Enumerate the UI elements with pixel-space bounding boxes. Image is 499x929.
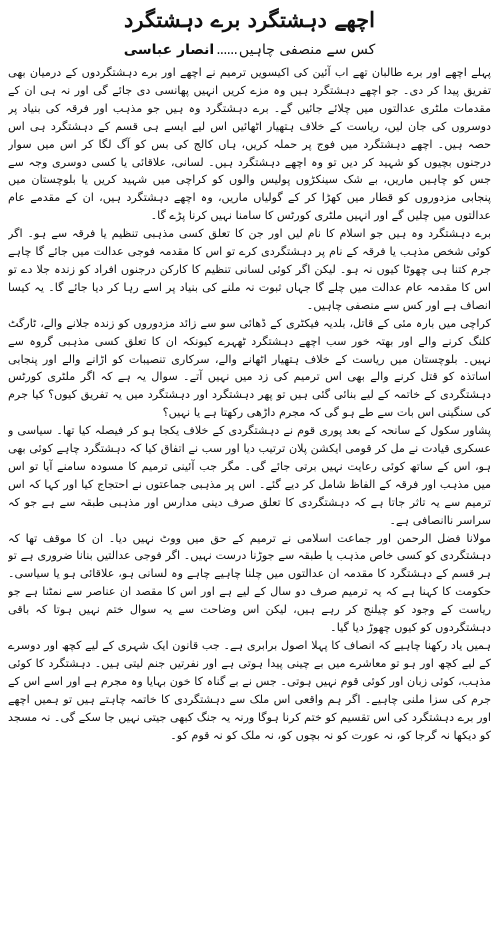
paragraph: ہمیں یاد رکھنا چاہیے کہ انصاف کا پہلا اصول برابری ہے۔ جب قانون ایک شہری کے لیے کچھ اور دوسرے کے لیے کچھ اور ہو تو معاشرے میں بے چینی پیدا ہوتی ہے اور نفرتیں جنم لیتی ہیں۔ دہشتگرد کا کوئی مذہب، کوئی زبان اور کوئی قوم نہیں ہوتی۔ جس نے بے گناہ کا خون بہایا وہ مجرم ہے اور اسے اس کے جرم کی سزا ملنی چاہیے۔ اگر ہم واقعی اس ملک سے دہشتگردی کا خاتمہ چاہتے ہیں تو ہمیں اچھے اور برے دہشتگرد کی اس تقسیم کو ختم کرنا ہوگا ورنہ یہ جنگ کبھی جیتی نہیں جا سکے گی۔ نہ مسجد کو دیکھا نہ گرجا کو، نہ عورت کو نہ بچوں کو، نہ ملک کو نہ قوم کو۔ [8, 639, 491, 742]
author-name: انصار عباسی [123, 42, 215, 58]
headline: اچھے دہشتگرد برے دہشتگرد [124, 7, 375, 32]
byline-question: کس سے منصفی چاہیں [238, 42, 376, 58]
paragraph: کراچی میں بارہ مئی کے قاتل، بلدیہ فیکٹری کے ڈھائی سو سے زائد مزدوروں کو زندہ جلانے والے، ٹارگٹ کلنگ کرنے والے اور بھتہ خور سب اچھے دہشتگرد ٹھہرے کیونکہ ان کا تعلق کسی مذہبی گروہ سے نہیں۔ بلوچستان میں ریاست کے خلاف ہتھیار اٹھانے والے، سرکاری تنصیبات کو اڑانے والے اور پنجابی اساتذہ کو قتل کرنے والے بھی اس ترمیم کی زد میں نہیں آتے۔ سوال یہ ہے کہ اگر ملٹری کورٹس دہشتگردی کے خاتمہ کے لیے بنائی گئی ہیں تو پھر دہشتگرد اور دہشتگرد میں یہ تفریق کیوں؟ کیا جرم کی سنگینی اس بات سے طے ہو گی کہ مجرم داڑھی رکھتا ہے یا نہیں؟ [8, 316, 491, 420]
paragraph: برے دہشتگرد وہ ہیں جو اسلام کا نام لیں اور جن کا تعلق کسی مذہبی تنظیم یا فرقہ سے ہو۔ اگر کوئی شخص مذہب یا فرقہ کے نام پر دہشتگردی کرے تو اس کا مقدمہ فوجی عدالت میں جائے گا چاہے جرم کتنا ہی چھوٹا کیوں نہ ہو۔ لیکن اگر کوئی لسانی تنظیم کا کارکن درجنوں افراد کو زندہ جلا دے تو اس کا مقدمہ عام عدالت میں چلے گا جہاں ثبوت نہ ملنے کی بنیاد پر اسے رہا کر دیا جائے گا۔ یہ کیسا انصاف ہے اور کس سے منصفی چاہیں۔ [8, 227, 491, 312]
paragraph: پشاور سکول کے سانحہ کے بعد پوری قوم نے دہشتگردی کے خلاف یکجا ہو کر فیصلہ کیا تھا۔ سیاسی و عسکری قیادت نے مل کر قومی ایکشن پلان ترتیب دیا اور سب نے اتفاق کیا کہ دہشتگرد چاہے کوئی بھی ہو، اس کے ساتھ کوئی رعایت نہیں برتی جائے گی۔ مگر جب آئینی ترمیم کا مسودہ سامنے آیا تو اس میں مذہب اور فرقہ کے الفاظ شامل کر دیے گئے۔ اس پر مذہبی جماعتوں نے احتجاج کیا اور کہا کہ اس ترمیم سے یہ تاثر جاتا ہے کہ دہشتگردی کا تعلق صرف دینی مدارس اور مذہبی طبقہ سے ہے جو کہ سراسر ناانصافی ہے۔ [8, 424, 491, 527]
byline-separator: ...... [216, 42, 237, 58]
paragraph: پہلے اچھے اور برے طالبان تھے اب آئین کی اکیسویں ترمیم نے اچھے اور برے دہشتگردوں کے درمیان بھی تفریق پیدا کر دی۔ جو اچھے دہشتگرد ہیں وہ مزے کریں انہیں پھانسی دی جائے گی اور نہ ہی ان کے مقدمات ملٹری عدالتوں میں چلائے جائیں گے۔ برے دہشتگرد وہ ہیں جو مذہب اور فرقہ کی بنیاد پر دوسروں کی جان لیں، ریاست کے خلاف ہتھیار اٹھائیں اس لیے ایسے ہی قسم کے دہشتگرد ہی اس حصہ ہیں۔ اچھے دہشتگرد میں فوج پر حملہ کریں، ہاں کالج کی بس کو آگ لگا کر اس میں سوار درجنوں بچیوں کو شہید کر دیں تو وہ اچھے دہشتگرد ہیں۔ لسانی، علاقائی یا کسی دوسری وجہ سے جس کو چاہیں ماریں، بے شک سینکڑوں پولیس والوں کو کراچی میں شہید کریں یا بلوچستان میں پنجابی مزدوروں کو قطار میں کھڑا کر کے گولیاں ماریں، وہ اچھے دہشتگرد ہیں، ان کے مقدمے عام عدالتوں میں چلیں گے اور انہیں ملٹری کورٹس کا سامنا نہیں کرنا پڑے گا۔ [8, 66, 491, 223]
article-body [8, 64, 491, 924]
paragraph: مولانا فضل الرحمن اور جماعت اسلامی نے ترمیم کے حق میں ووٹ نہیں دیا۔ ان کا موقف تھا کہ دہشتگردی کو کسی خاص مذہب یا طبقہ سے جوڑنا درست نہیں۔ اگر فوجی عدالتیں بنانا ضروری ہے تو ہر قسم کے دہشتگرد کا مقدمہ ان عدالتوں میں چلنا چاہیے چاہے وہ لسانی ہو، علاقائی ہو یا سیاسی۔ حکومت کا کہنا ہے کہ یہ ترمیم صرف دو سال کے لیے ہے اور اس کا مقصد ان عناصر سے نمٹنا ہے جو ریاست کے وجود کو چیلنج کر رہے ہیں، لیکن اس وضاحت سے یہ سوال ختم نہیں ہوتا کہ باقی دہشتگردوں کو کیوں چھوڑ دیا گیا۔ [8, 531, 491, 635]
byline [8, 40, 491, 60]
